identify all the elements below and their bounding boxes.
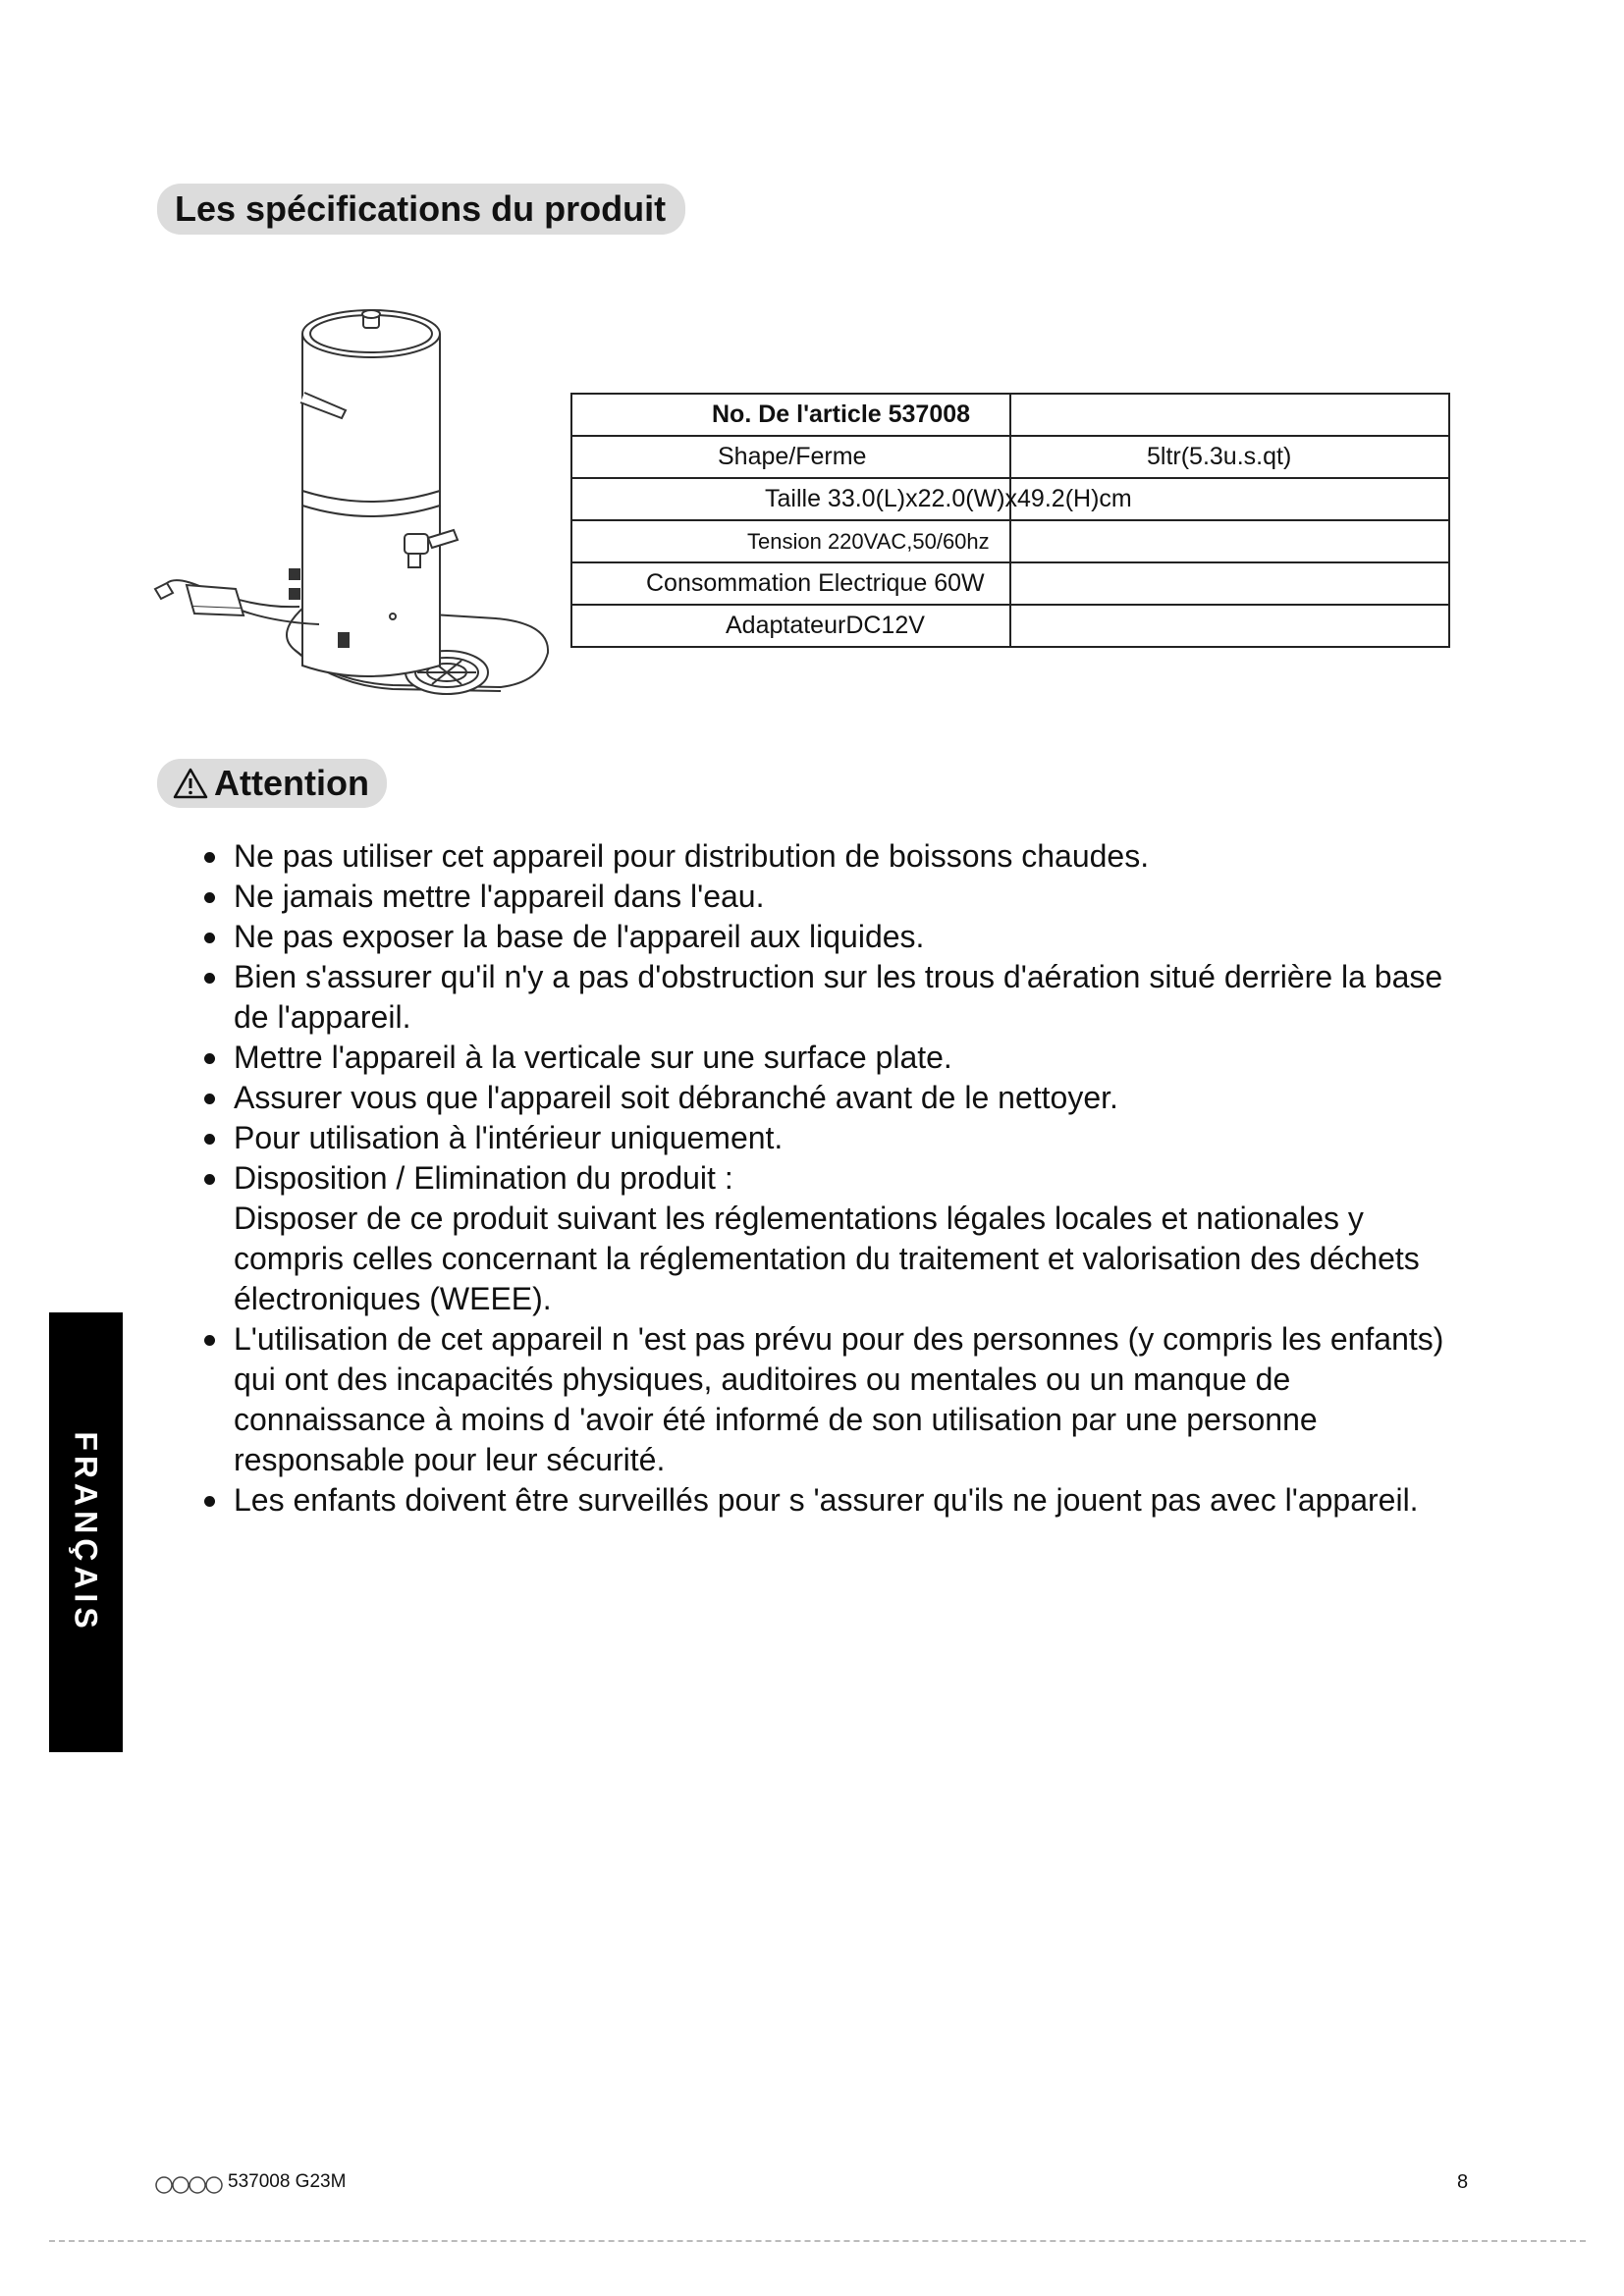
- product-illustration: [147, 294, 560, 756]
- list-item: [196, 1158, 1463, 1319]
- table-row: [571, 605, 1449, 647]
- spec-cell: [571, 394, 1010, 436]
- list-item: Les enfants doivent être surveillés pour s 'assurer qu'ils ne jouent pas avec l'appareil.: [196, 1480, 1463, 1521]
- page-number: 8: [1457, 2171, 1469, 2193]
- list-item: L'utilisation de cet appareil n 'est pas prévu pour des personnes (y compris les enfants) qui ont des incapacités physiques, auditoires ou mentales ou un manque de connaissance à moins d 'avoir été informé de son utilisation par une personne responsable pour leur sécurité.: [196, 1319, 1463, 1480]
- list-item: Ne pas exposer la base de l'appareil aux liquides.: [196, 917, 1463, 957]
- warning-list: [196, 836, 1463, 1521]
- spec-table: [570, 393, 1450, 648]
- brand-logo: [155, 2175, 224, 2195]
- footer-product-code: 537008 G23M: [228, 2171, 347, 2192]
- list-item: Mettre l'appareil à la verticale sur une surface plate.: [196, 1038, 1463, 1078]
- table-row: [571, 520, 1449, 562]
- disposal-heading: Disposition / Elimination du produit :: [234, 1160, 733, 1196]
- spec-voltage: Tension 220VAC,50/60hz: [747, 529, 990, 554]
- list-item: Ne pas utiliser cet appareil pour distribution de boissons chaudes.: [196, 836, 1463, 877]
- list-item: Assurer vous que l'appareil soit débranché avant de le nettoyer.: [196, 1078, 1463, 1118]
- spec-size: Taille 33.0(L)x22.0(W)x49.2(H)cm: [765, 485, 1132, 512]
- spec-cell: [1010, 394, 1449, 436]
- table-row: [571, 394, 1449, 436]
- spec-section-title: Les spécifications du produit: [157, 184, 685, 235]
- spec-cell: [571, 562, 1010, 605]
- warning-icon: [173, 767, 208, 800]
- table-row: [571, 436, 1449, 478]
- spec-cell: [1010, 562, 1449, 605]
- list-item: Ne jamais mettre l'appareil dans l'eau.: [196, 877, 1463, 917]
- spec-shape: Shape/Ferme: [718, 443, 867, 470]
- spec-cell: [1010, 605, 1449, 647]
- disposal-text: Disposer de ce produit suivant les réglementations légales locales et nationales y compris celles concernant la réglementation du traitement et valorisation des déchets électroniques (WEEE).: [234, 1201, 1420, 1316]
- footer-divider: [49, 2240, 1586, 2242]
- table-row: [571, 562, 1449, 605]
- list-item: Bien s'assurer qu'il n'y a pas d'obstruction sur les trous d'aération situé derrière la base de l'appareil.: [196, 957, 1463, 1038]
- attention-title: [157, 759, 387, 808]
- spec-cell: [1010, 436, 1449, 478]
- spec-cell: [571, 478, 1132, 520]
- language-tab-label: FRANÇAIS: [68, 1431, 104, 1633]
- spec-cell: [571, 436, 1010, 478]
- attention-label: Attention: [214, 763, 369, 803]
- spec-cell: [1010, 478, 1449, 520]
- spec-power: Consommation Electrique 60W: [646, 569, 985, 597]
- spec-cell: [571, 605, 1010, 647]
- spec-article: No. De l'article 537008: [712, 400, 971, 428]
- spec-cell: [571, 520, 1010, 562]
- spec-capacity: 5ltr(5.3u.s.qt): [1147, 443, 1292, 470]
- spec-cell: [1010, 520, 1449, 562]
- list-item: Pour utilisation à l'intérieur uniquement.: [196, 1118, 1463, 1158]
- spec-adapter: AdaptateurDC12V: [726, 612, 925, 639]
- language-tab: [49, 1312, 123, 1752]
- table-row: [571, 478, 1449, 520]
